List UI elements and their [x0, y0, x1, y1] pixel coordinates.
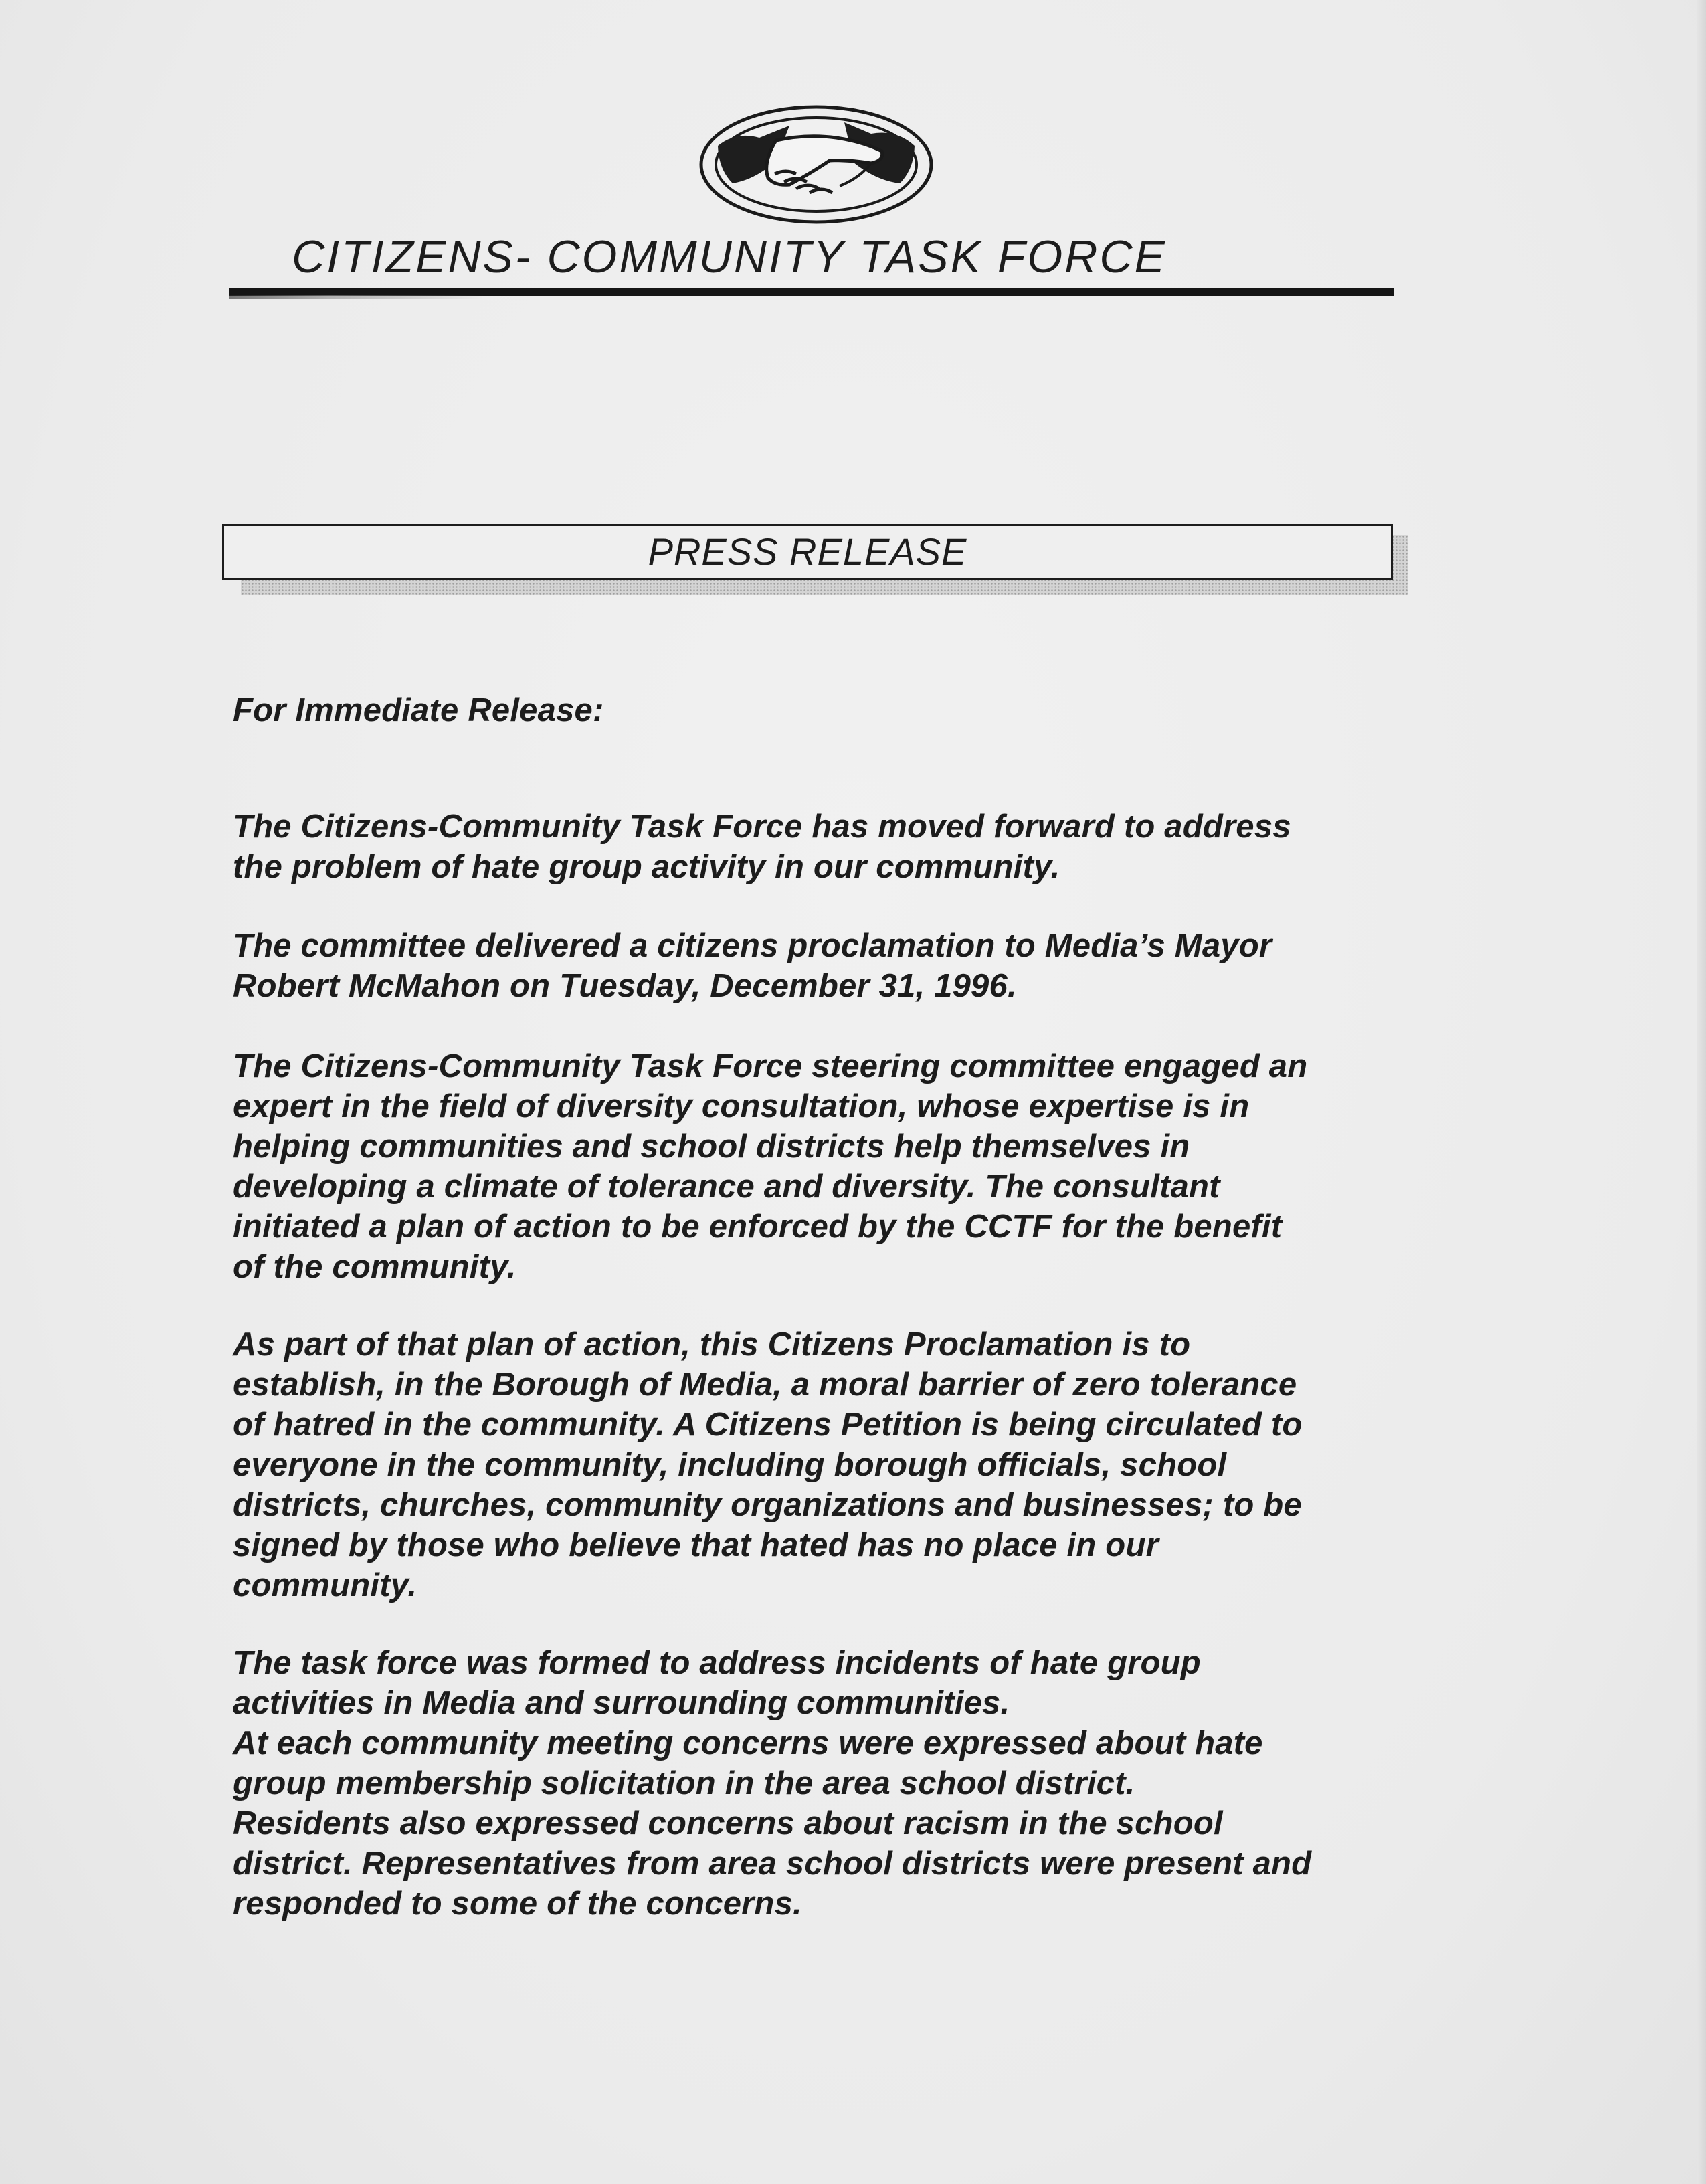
paragraph-5: [233, 1643, 1311, 1924]
paragraph-2: [233, 926, 1272, 1006]
paragraph-line: establish, in the Borough of Media, a moral barrier of zero tolerance: [233, 1367, 1297, 1403]
paragraph-line: activities in Media and surrounding communities.: [233, 1685, 1010, 1721]
handshake-icon: [696, 99, 937, 233]
press-release-box: [222, 524, 1393, 580]
paragraph-line: At each community meeting concerns were expressed about hate: [233, 1725, 1263, 1761]
paragraph-line: initiated a plan of action to be enforced by the CCTF for the benefit: [233, 1209, 1283, 1245]
paragraph-line: The Citizens-Community Task Force steering committee engaged an: [233, 1048, 1308, 1084]
page-edge: [1697, 0, 1706, 2184]
release-label: For Immediate Release:: [233, 692, 604, 728]
paragraph-line: expert in the field of diversity consultation, whose expertise is in: [233, 1088, 1250, 1124]
paragraph-line: helping communities and school districts help themselves in: [233, 1128, 1190, 1165]
paragraph-line: of hatred in the community. A Citizens Petition is being circulated to: [233, 1407, 1303, 1443]
paragraph-line: Residents also expressed concerns about racism in the school: [233, 1805, 1223, 1842]
paragraph-line: The task force was formed to address incidents of hate group: [233, 1645, 1201, 1681]
paragraph-line: everyone in the community, including borough officials, school: [233, 1447, 1227, 1483]
paragraph-line: the problem of hate group activity in our community.: [233, 849, 1060, 885]
paragraph-line: district. Representatives from area school districts were present and: [233, 1846, 1312, 1882]
paragraph-line: As part of that plan of action, this Citizens Proclamation is to: [233, 1326, 1191, 1363]
organization-title: CITIZENS- COMMUNITY TASK FORCE: [292, 231, 1167, 282]
paragraph-line: responded to some of the concerns.: [233, 1886, 802, 1922]
paragraph-line: districts, churches, community organizations and businesses; to be: [233, 1487, 1302, 1523]
paragraph-3: [233, 1046, 1307, 1287]
paragraph-line: The committee delivered a citizens proclamation to Media’s Mayor: [233, 928, 1272, 964]
paragraph-line: of the community.: [233, 1249, 516, 1285]
paragraph-4: [233, 1324, 1303, 1605]
paragraph-line: group membership solicitation in the area school district.: [233, 1765, 1135, 1801]
paragraph-line: community.: [233, 1567, 417, 1603]
paragraph-line: developing a climate of tolerance and diversity. The consultant: [233, 1169, 1220, 1205]
paragraph-line: signed by those who believe that hated has no place in our: [233, 1527, 1159, 1563]
press-release-label: PRESS RELEASE: [648, 530, 967, 573]
title-underline-fade: [229, 295, 484, 299]
paragraph-line: Robert McMahon on Tuesday, December 31, 1996.: [233, 968, 1017, 1004]
paragraph-line: The Citizens-Community Task Force has moved forward to address: [233, 809, 1291, 845]
paragraph-1: [233, 807, 1291, 887]
